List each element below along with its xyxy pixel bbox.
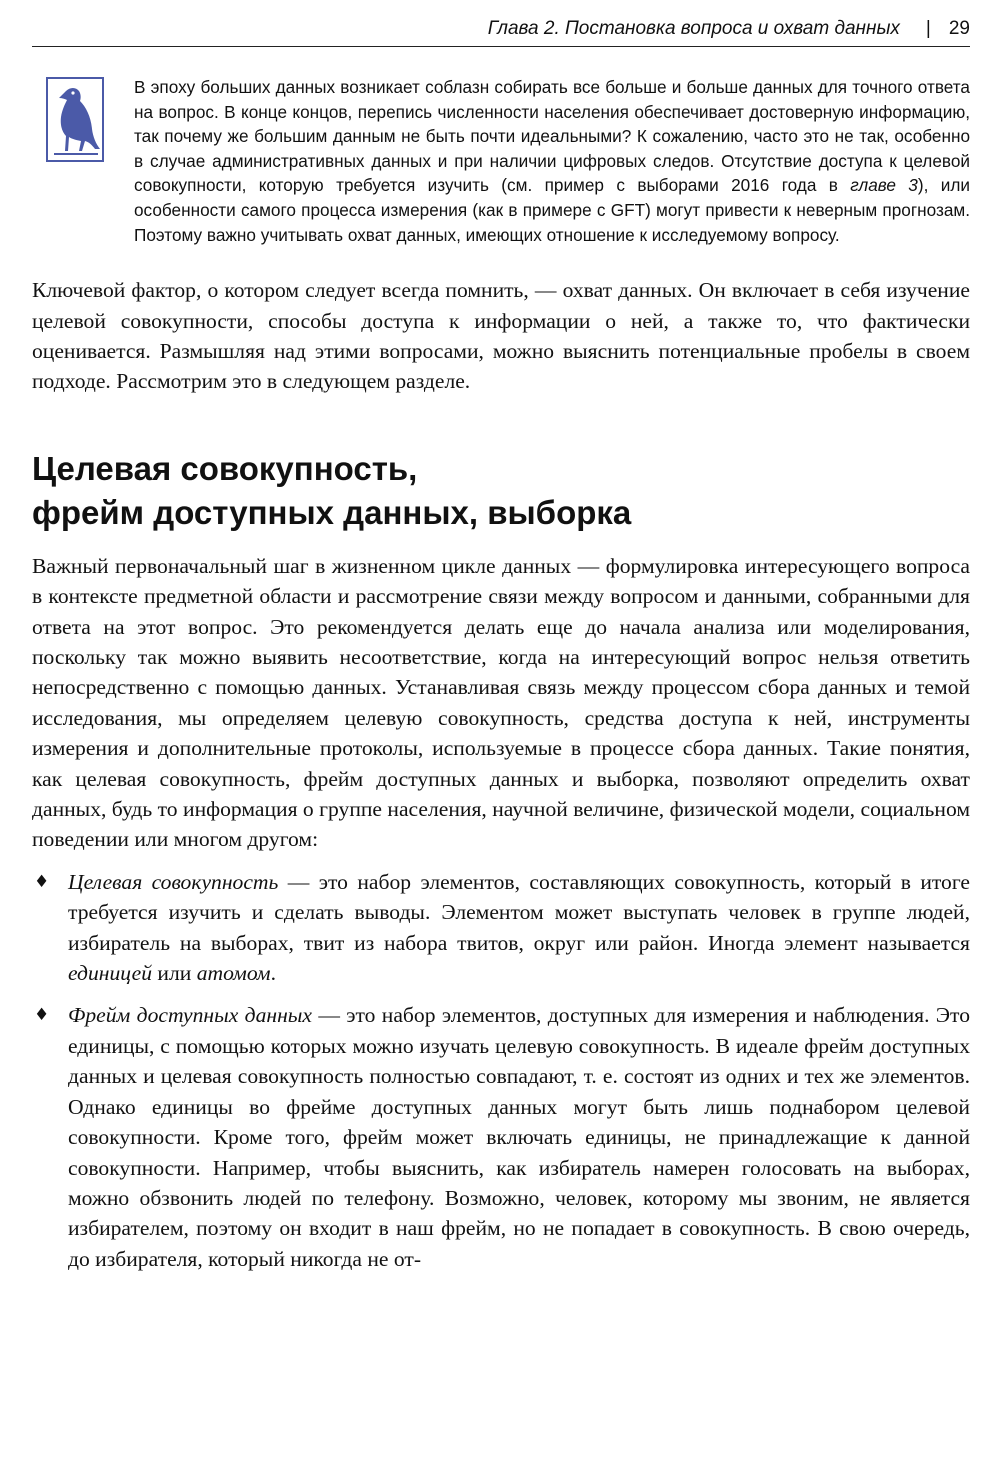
diamond-bullet-icon: ♦ — [34, 1005, 50, 1026]
book-page — [32, 18, 970, 1286]
paragraph-coverage: Ключевой фактор, о котором следует всегда помнить, — охват данных. Он включает в себя изучение целевой совокупности, способы доступа к информации о ней, а также то, что фактически оценивается. Размышляя над этими вопросами, можно выяснить потенциальные пробелы в своем подходе. Рассмотрим это в следующем разделе. — [32, 278, 970, 394]
section-heading-line: фрейм доступных данных, выборка — [32, 493, 632, 531]
list-item-text — [68, 1000, 970, 1274]
definition-text: — это набор элементов, доступных для измерения и наблюдения. Это единицы, с помощью которых можно изучать целевую совокупность. В идеале фрейм доступных данных и целевая совокупность полностью совпадают, т. е. состоят из одних и тех же элементов. Однако единицы во фрейме доступных данных могут быть лишь поднабором целевой совокупности. Кроме того, фрейм может включать единицы, не принадлежащие к данной совокупности. Например, чтобы выяснить, как избиратель намерен голосовать на выборах, можно обзвонить людей по телефону. Возможно, человек, которому мы звоним, не является избирателем, поэтому он входит в наш фрейм, но не попадает в совокупность. В свою очередь, до избирателя, который никогда не от- — [68, 1003, 970, 1271]
section-heading — [32, 447, 970, 535]
note-text — [134, 75, 970, 247]
note-box — [46, 75, 970, 247]
section-heading-line: Целевая совокупность, — [32, 449, 418, 487]
note-text-part: ), или особенности самого процесса измерения (как в примере с GFT) могут привести к неверным прогнозам. Поэтому важно учитывать охват данных, имеющих отношение к исследуемому вопросу. — [134, 175, 970, 245]
paragraph-intro: Важный первоначальный шаг в жизненном цикле данных — формулировка интересующего вопроса в контексте предметной области и рассмотрение связи между вопросом и данными, собранными для ответа на этот вопрос. Это рекомендуется делать еще до начала анализа или моделирования, поскольку так можно выявить несоответствие, когда на интересующий вопрос нельзя ответить непосредственно с помощью данных. Устанавливая связь между процессом сбора данных и темой исследования, мы определяем целевую совокупность, средства доступа к ней, инструменты измерения и дополнительные протоколы, используемые в процессе сбора данных. Такие понятия, как целевая совокупность, фрейм доступных данных и выборка, позволяют определить охват данных, будь то информация о группе населения, научной величине, физической модели, социальном поведении или многом другом: — [32, 553, 970, 852]
term-synonym: единицей — [68, 961, 152, 986]
definition-text: — это набор элементов, составляющих совокупность, который в итоге требуется изучить и сделать выводы. Элементом может выступать человек в группе людей, избиратель на выборах, твит из набора твитов, округ или район. Иногда элемент называется — [68, 869, 970, 955]
header-separator: | — [925, 18, 931, 39]
definition-text: . — [270, 961, 276, 986]
list-item — [32, 867, 970, 989]
chapter-title: Глава 2. Постановка вопроса и охват данных — [487, 18, 900, 39]
term: Фрейм доступных данных — [68, 1003, 312, 1028]
term: Целевая совокупность — [68, 869, 279, 894]
diamond-bullet-icon: ♦ — [34, 871, 50, 892]
running-header — [32, 18, 970, 47]
term-synonym: атомом — [196, 961, 271, 986]
note-text-part: В эпоху больших данных возникает соблазн собирать все больше и больше данных для точного ответа на вопрос. В конце концов, перепись численности населения обеспечивает достоверную информацию, так почему же большим данным не быть почти идеальными? К сожалению, часто это не так, особенно в случае административных данных и при наличии цифровых следов. Отсутствие доступа к целевой совокупности, которую требуется изучить (см. пример с выборами 2016 года в — [134, 77, 970, 196]
note-chapter-ref: главе 3 — [850, 175, 918, 196]
page-number: 29 — [948, 18, 970, 39]
list-item-text — [68, 867, 970, 989]
crow-icon — [46, 77, 104, 162]
definition-text: или — [152, 961, 197, 986]
list-item — [32, 1000, 970, 1274]
definition-list — [32, 867, 970, 1274]
